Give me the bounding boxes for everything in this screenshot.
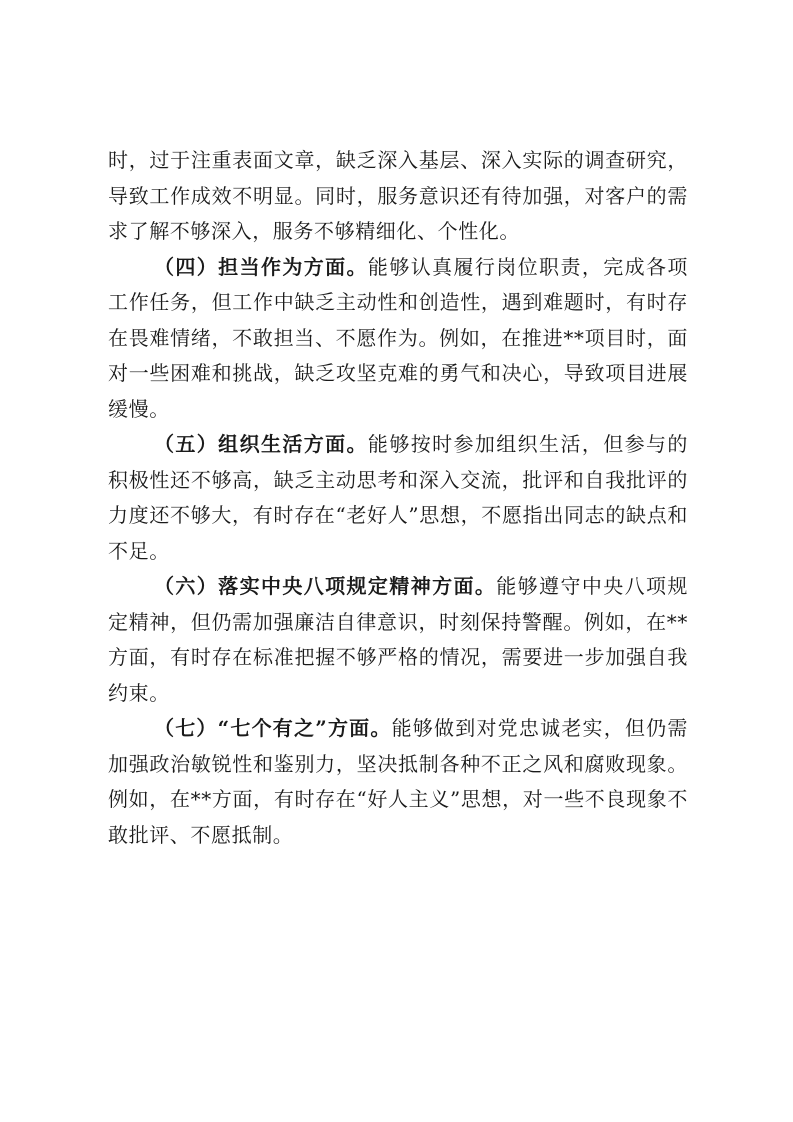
document-body	[108, 143, 688, 853]
paragraph-text: 能够按时参加组织生活，但参与的积极性还不够高，缺乏主动思考和深入交流，批评和自我批评的力度还不够大，有时存在“老好人”思想，不愿指出同志的缺点和不足。	[108, 432, 689, 563]
paragraph-continuation	[108, 143, 688, 250]
section-heading: （七）“七个有之”方面。	[154, 716, 392, 740]
paragraph-section-6	[108, 569, 688, 711]
paragraph-section-7	[108, 711, 688, 853]
section-heading: （六）落实中央八项规定精神方面。	[154, 574, 497, 598]
paragraph-text: 时，过于注重表面文章，缺乏深入基层、深入实际的调查研究，导致工作成效不明显。同时，服务意识还有待加强，对客户的需求了解不够深入，服务不够精细化、个性化。	[108, 148, 688, 243]
paragraph-text: 能够遵守中央八项规定精神，但仍需加强廉洁自律意识，时刻保持警醒。例如，在**方面，有时存在标准把握不够严格的情况，需要进一步加强自我约束。	[108, 574, 688, 705]
paragraph-text: 能够做到对党忠诚老实，但仍需加强政治敏锐性和鉴别力，坚决抵制各种不正之风和腐败现象。例如，在**方面，有时存在“好人主义”思想，对一些不良现象不敢批评、不愿抵制。	[108, 716, 688, 847]
paragraph-section-5	[108, 427, 688, 569]
section-heading: （五）组织生活方面。	[154, 432, 368, 456]
paragraph-section-4	[108, 250, 688, 428]
section-heading: （四）担当作为方面。	[154, 254, 368, 279]
paragraph-text: 能够认真履行岗位职责，完成各项工作任务，但工作中缺乏主动性和创造性，遇到难题时，有时存在畏难情绪，不敢担当、不愿作为。例如，在推进**项目时，面对一些困难和挑战，缺乏攻坚克难的勇气和决心，导致项目进展缓慢。	[108, 254, 689, 421]
